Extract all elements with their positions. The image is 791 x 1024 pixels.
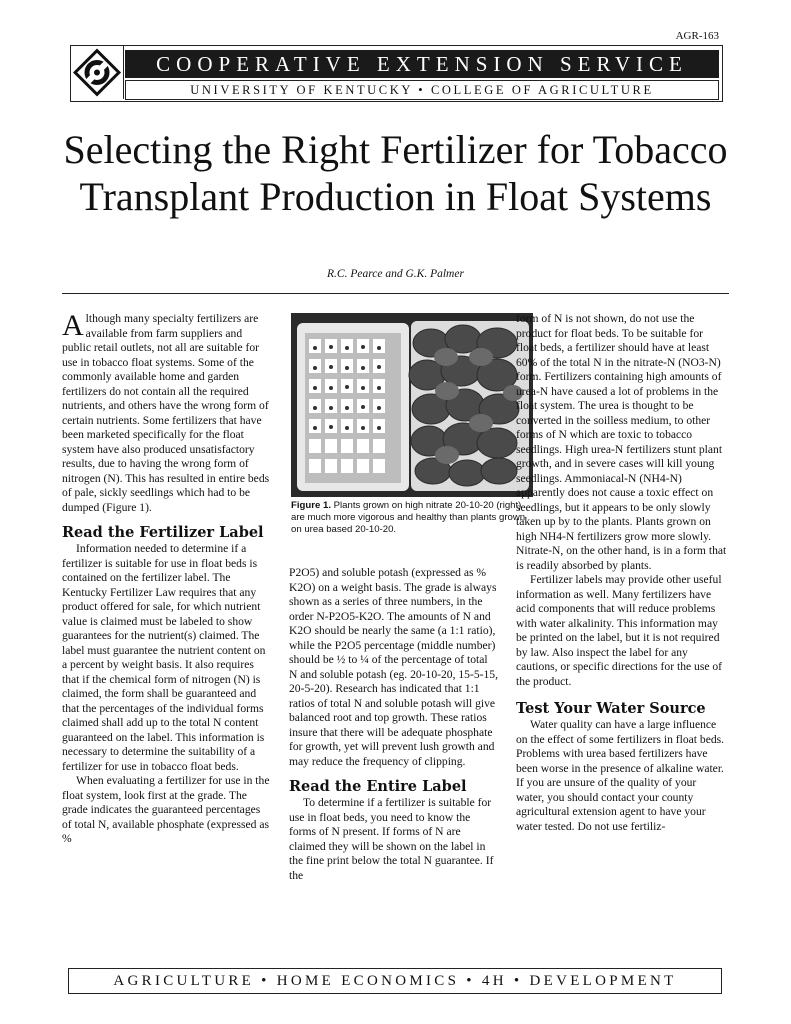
paragraph-entire-label: To determine if a fertilizer is suitable for use in float beds, you need to know the forms of N present. If forms of N are claimed they will be shown on the label in the fine print below the total N guarantee. If the	[289, 796, 494, 882]
authors: R.C. Pearce and G.K. Palmer	[327, 268, 464, 280]
figure-caption: Figure 1. Plants grown on high nitrate 20-10-20 (right) are much more vigorous and healthy than plants grown on urea based 20-10-20.	[291, 500, 526, 535]
document-number: AGR-163	[675, 30, 719, 42]
column-1	[62, 309, 271, 847]
ces-logo-icon	[71, 46, 124, 99]
university-banner: UNIVERSITY OF KENTUCKY • COLLEGE OF AGRICULTURE	[125, 80, 719, 100]
column-3	[516, 312, 727, 834]
figure-label: Figure 1.	[291, 500, 331, 511]
column-2	[289, 566, 498, 883]
heading-entire-label: Read the Entire Label	[289, 778, 467, 795]
heading-water-source: Test Your Water Source	[516, 700, 706, 717]
service-banner: COOPERATIVE EXTENSION SERVICE	[125, 50, 719, 78]
page-title: Selecting the Right Fertilizer for Tobacco Transplant Production in Float Systems	[63, 127, 728, 219]
paragraph-nitrogen-forms: form of N is not shown, do not use the product for float beds. To be suitable for float beds, a fertilizer should have at least 60% of the total N in the nitrate-N (NO3-N) form. Fertilizers containing high amounts of urea-N have caused a lot of problems in the float system. The urea is thought to be converted in the soilless medium, to other forms of N which are toxic to tobacco seedlings. High urea-N fertilizers stunt plant growth, and in severe cases will kill young seedlings. Ammoniacal-N (NH4-N) apparently does not cause a toxic effect on seedlings, but it appears to be only slowly taken up by to the plants. Plants grown on high NH4-N fertilizers grow more slowly. Nitrate-N, on the other hand, is in a form that is readily absorbed by plants.	[516, 312, 727, 572]
paragraph-label: Information needed to determine if a fertilizer is suitable for use in float beds is contained on the fertilizer label. The Kentucky Fertilizer Law requires that any product offered for sale, for which nutrient value is claimed must be labeled to show guarantees for the nutrient(s) claimed. The label must guarantee the nutrient content on a percent by weight basis. It also requires that if the chemical form of nitrogen (N) is claimed, the form shall be guaranteed and that the percentages of the individual forms claimed shall add up to the total N content guaranteed on the label. This information is necessary to determine the suitability of a fertilizer for use in tobacco float beds.	[62, 542, 266, 773]
masthead	[70, 45, 723, 102]
paragraph-water-source: Water quality can have a large influence on the effect of some fertilizers in float beds. Problems with urea based fertilizers have been worse in the presence of alkaline water. If you are unsure of the quality of your water, you should contact your county agricultural extension agent to have your water tested. Do not use fertiliz-	[516, 718, 725, 833]
drop-cap: A	[62, 309, 84, 342]
paragraph-grade-continued: P2O5) and soluble potash (expressed as % K2O) on a weight basis. The grade is always shown as a series of three numbers, in the order N-P2O5-K2O. The amounts of N and K2O should be nearly the same (a 1:1 ratio), while the P2O5 percentage (middle number) should be ½ to ¼ of the percentage of total N and soluble potash (eg. 20-10-20, 15-5-15, 20-5-20). Research has indicated that 1:1 ratios of total N and soluble potash will give balanced root and top growth. These ratios insure that there will be adequate phosphate for growth, yet will prevent lush growth and may reduce the frequency of clipping.	[289, 566, 498, 768]
title-divider	[62, 293, 729, 294]
paragraph-evaluating: When evaluating a fertilizer for use in the float system, look first at the grade. The grade indicates the guaranteed percentages of total N, available phosphate (expressed as %	[62, 774, 270, 845]
figure-photo	[291, 313, 533, 497]
intro-paragraph: Although many specialty fertilizers are available from farm suppliers and public retail outlets, not all are suitable for use in tobacco float systems. Some of the commonly available home and garden fertilizers do not contain all the required nutrients, and others have the wrong form of certain nutrients. Some fertilizers that have been marketed specifically for the float system have also produced unsatisfactory results, due to having the wrong form of nitrogen (N). This has resulted in entire beds of pale, sickly seedlings which had to be dumped (Figure 1).	[62, 309, 270, 514]
heading-fertilizer-label: Read the Fertilizer Label	[62, 524, 264, 541]
paragraph-other-info: Fertilizer labels may provide other useful information as well. Many fertilizers have acid components that will reduce problems with water alkalinity. This information may be printed on the label, but it is not required by law. Also inspect the label for any cautions, or specific directions for the use of the product.	[516, 573, 723, 688]
footer-banner: AGRICULTURE • HOME ECONOMICS • 4H • DEVELOPMENT	[68, 968, 722, 994]
